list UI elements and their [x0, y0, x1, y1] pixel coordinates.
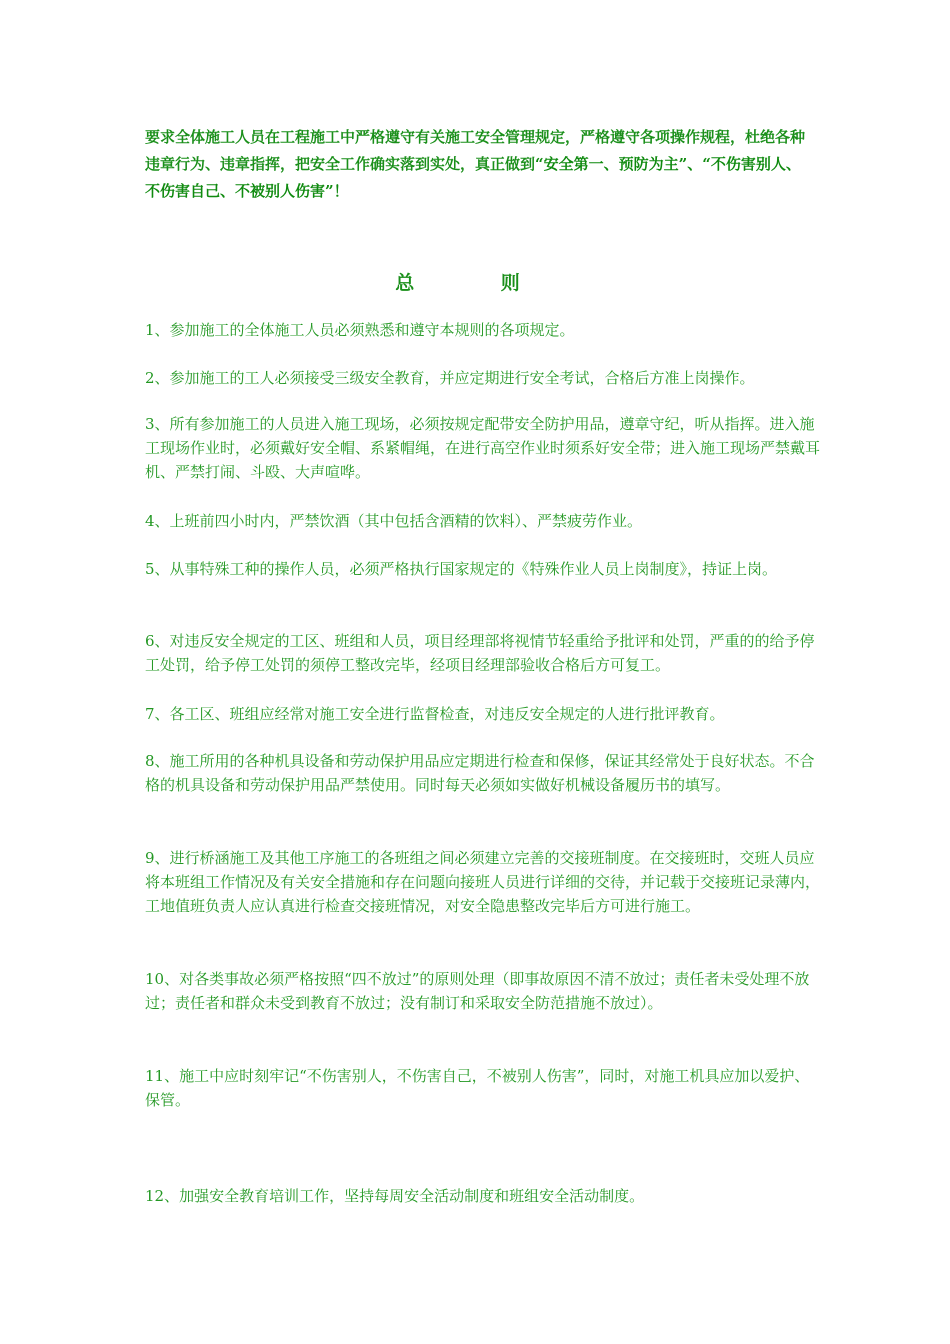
- section-heading: 总 则: [395, 272, 560, 294]
- document-page: [145, 0, 825, 1344]
- rule-item-2: 2、参加施工的工人必须接受三级安全教育，并应定期进行安全考试，合格后方准上岗操作。: [145, 369, 755, 387]
- rule-item-11: 11、施工中应时刻牢记“不伤害别人，不伤害自己，不被别人伤害”，同时，对施工机具应加以爱护、保管。: [145, 1067, 810, 1109]
- rule-item-5: 5、从事特殊工种的操作人员，必须严格执行国家规定的《特殊作业人员上岗制度》，持证上岗。: [145, 560, 778, 578]
- rule-item-7: 7、各工区、班组应经常对施工安全进行监督检查，对违反安全规定的人进行批评教育。: [145, 705, 725, 723]
- intro-text: 要求全体施工人员在工程施工中严格遵守有关施工安全管理规定，严格遵守各项操作规程，杜绝各种违章行为、违章指挥，把安全工作确实落到实处，真正做到: [145, 128, 806, 173]
- rule-item-6: 6、对违反安全规定的工区、班组和人员，项目经理部将视情节轻重给予批评和处罚，严重的的给予停工处罚，给予停工处罚的须停工整改完毕，经项目经理部验收合格后方可复工。: [145, 632, 815, 674]
- rule-item-12: 12、加强安全教育培训工作，坚持每周安全活动制度和班组安全活动制度。: [145, 1187, 645, 1205]
- rule-item-3: 3、所有参加施工的人员进入施工现场，必须按规定配带安全防护用品，遵章守纪，听从指挥。进入施工现场作业时，必须戴好安全帽、系紧帽绳，在进行高空作业时须系好安全带；进入施工现场严禁戴耳机、严禁打闹、斗殴、大声喧哗。: [145, 415, 821, 481]
- intro-slogan: “安全第一、预防为主”、“不伤害别人、不伤害自己、不被别人伤害”！: [145, 155, 801, 200]
- rule-item-10: 10、对各类事故必须严格按照“四不放过”的原则处理（即事故原因不清不放过；责任者未受处理不放过；责任者和群众未受到教育不放过；没有制订和采取安全防范措施不放过）。: [145, 970, 810, 1012]
- intro-paragraph: [145, 124, 815, 205]
- rule-item-8: 8、施工所用的各种机具设备和劳动保护用品应定期进行检查和保修，保证其经常处于良好状态。不合格的机具设备和劳动保护用品严禁使用。同时每天必须如实做好机械设备履历书的填写。: [145, 752, 815, 794]
- rule-item-4: 4、上班前四小时内，严禁饮酒（其中包括含酒精的饮料）、严禁疲劳作业。: [145, 512, 643, 530]
- rule-item-1: 1、参加施工的全体施工人员必须熟悉和遵守本规则的各项规定。: [145, 321, 575, 339]
- rule-item-9: 9、进行桥涵施工及其他工序施工的各班组之间必须建立完善的交接班制度。在交接班时，交班人员应将本班组工作情况及有关安全措施和存在问题向接班人员进行详细的交待，并记载于交接班记录薄内，工地值班负责人应认真进行检查交接班情况，对安全隐患整改完毕后方可进行施工。: [145, 849, 821, 915]
